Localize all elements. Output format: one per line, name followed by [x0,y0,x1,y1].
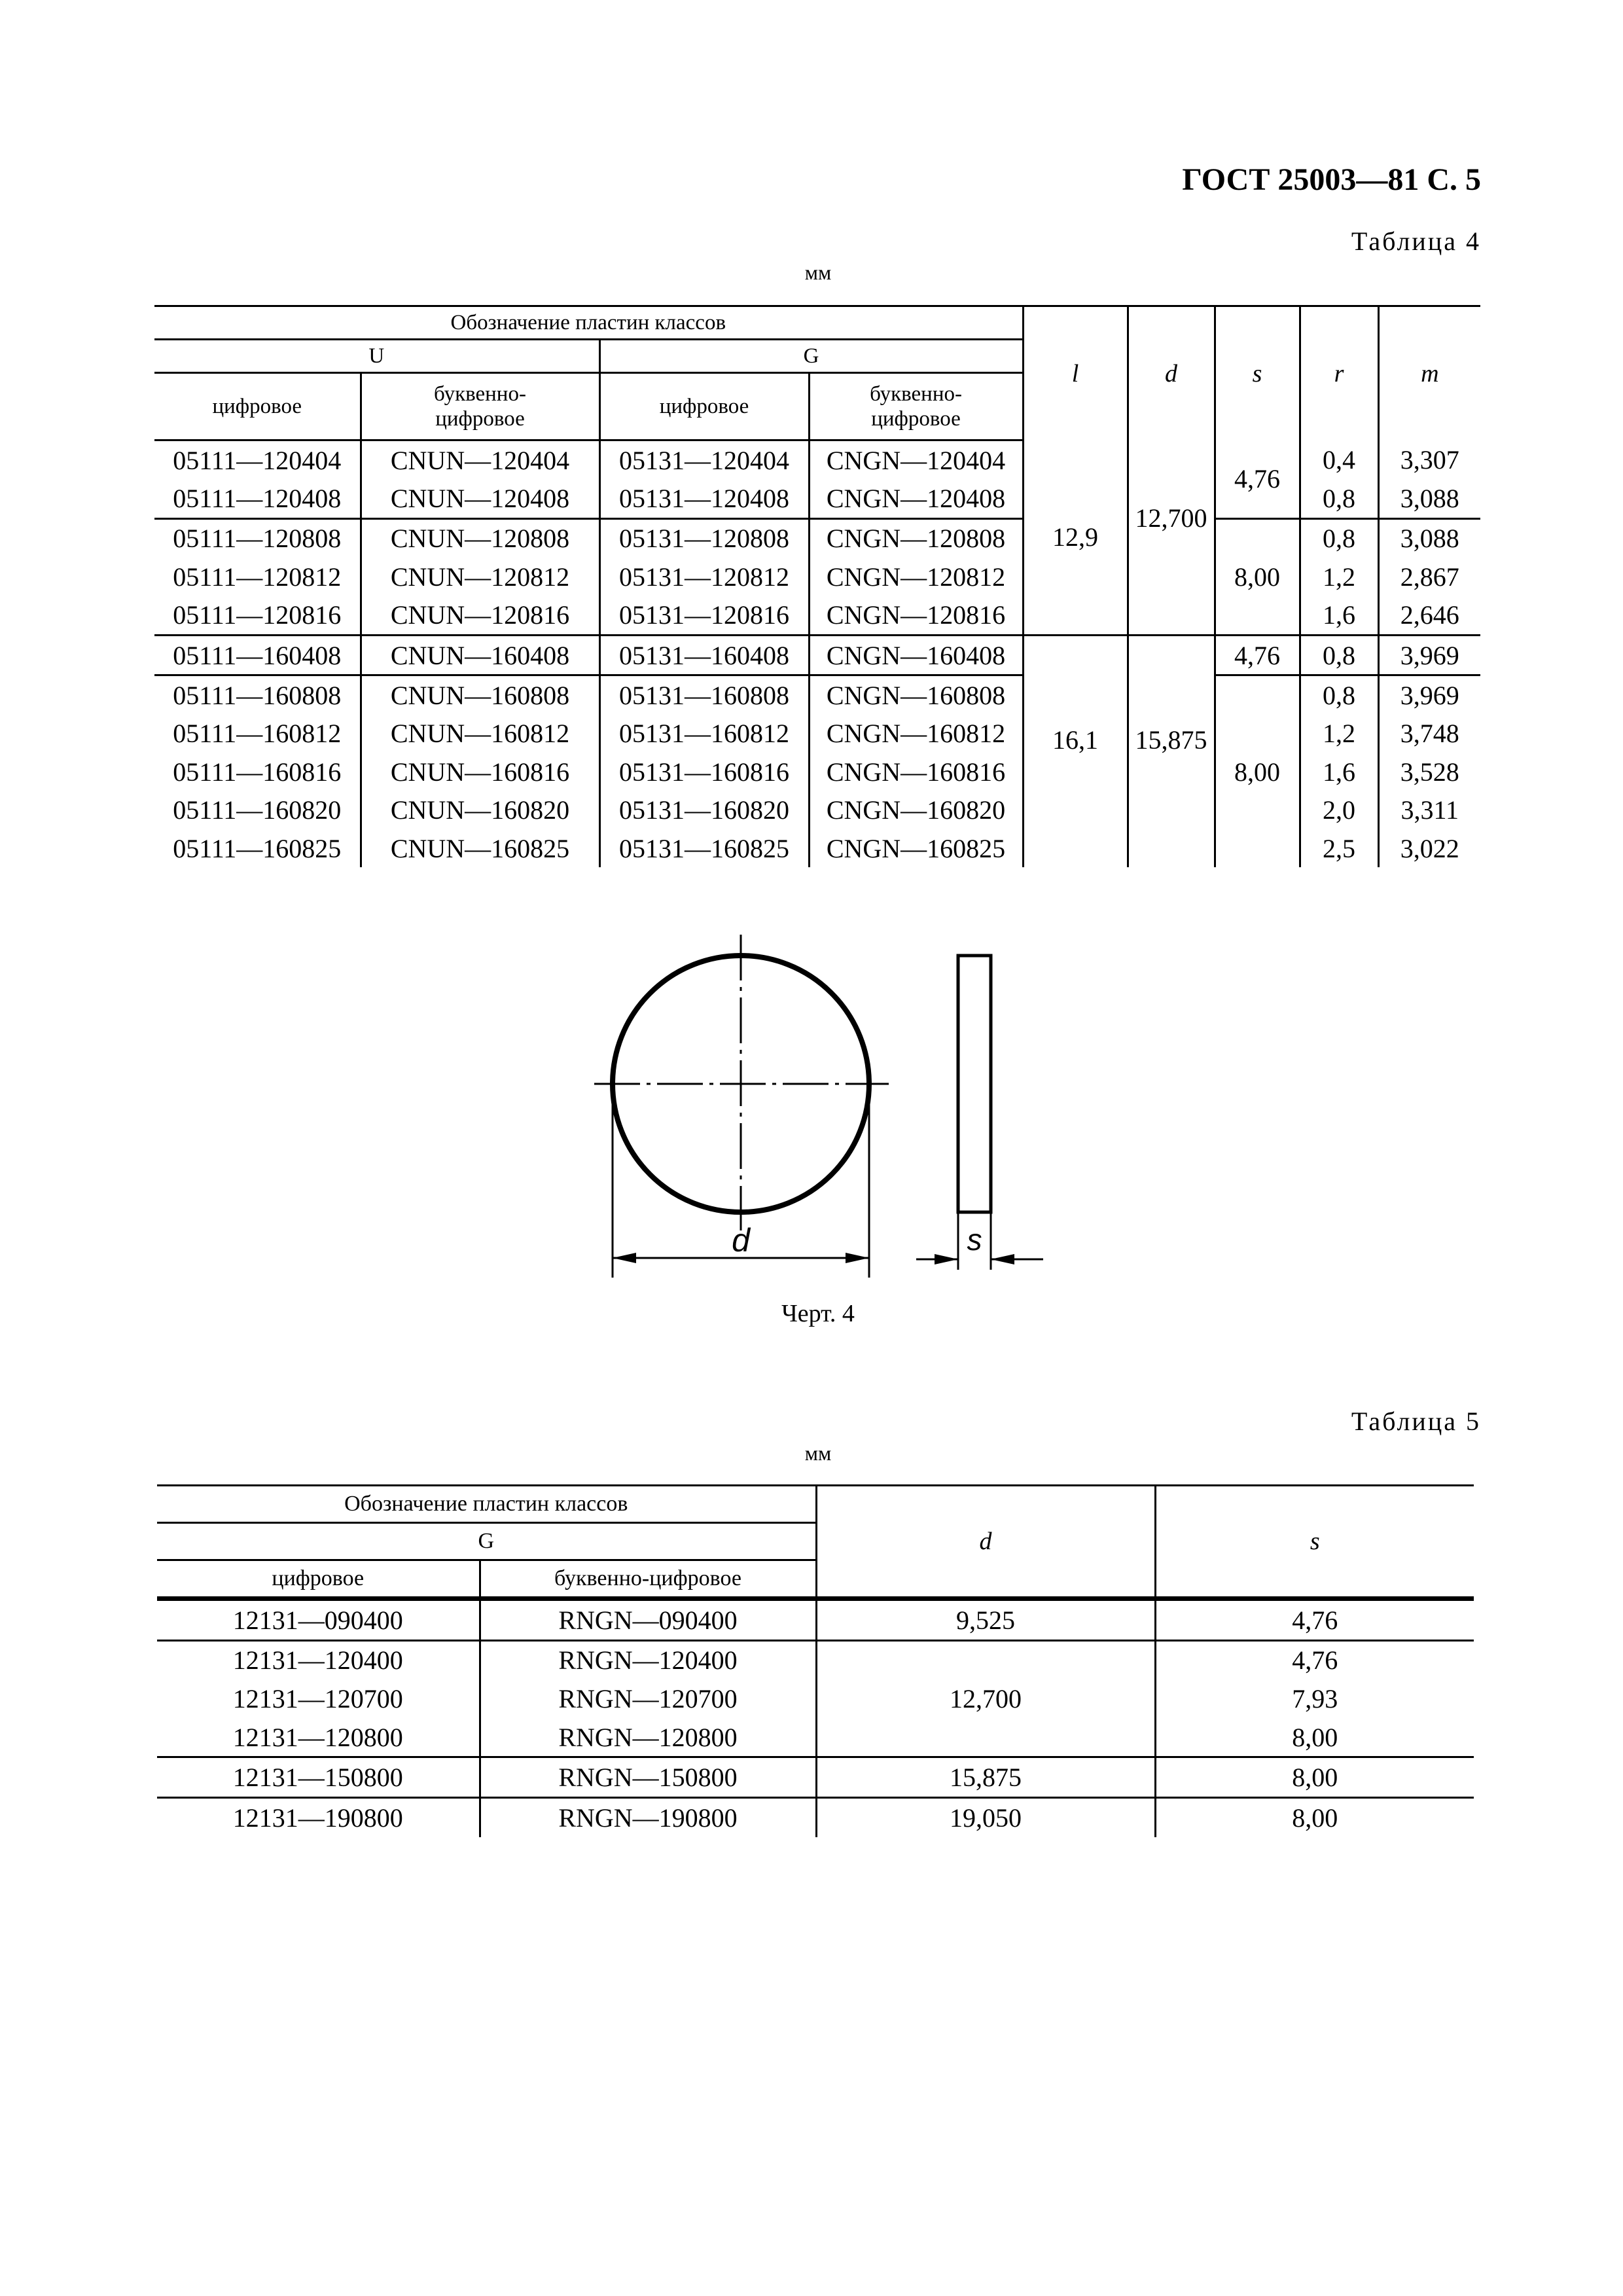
table-row [157,1797,1474,1837]
g-alpha-cell: CNGN—120812 [809,558,1023,596]
alpha-cell: RNGN—120400 [480,1640,816,1679]
g-alpha-cell: CNGN—120408 [809,479,1023,518]
r-cell: 2,5 [1300,829,1378,867]
g-digital-cell: 05131—160825 [599,829,809,867]
digital-cell: 12131—120700 [232,1683,403,1713]
u-digital-cell: 05111—120404 [173,445,342,475]
u-alpha-cell: CNUN—160808 [361,675,599,715]
d-cell: 15,875 [1128,635,1215,867]
s-cell: 4,76 [1155,1640,1474,1679]
r-cell: 2,0 [1300,791,1378,829]
table4-class-g: G [599,340,1023,373]
s-cell: 4,76 [1215,440,1300,519]
table-row [157,1718,1474,1757]
alpha-cell: RNGN—150800 [480,1757,816,1798]
round-insert-drawing [576,923,1060,1289]
u-digital-cell: 05111—160808 [154,675,361,715]
s-cell: 8,00 [1215,675,1300,867]
insert-side-view [958,956,991,1212]
r-cell: 1,6 [1300,753,1378,791]
r-cell: 0,8 [1300,635,1378,675]
g-digital-cell: 05131—160820 [599,791,809,829]
alpha-cell: RNGN—190800 [480,1797,816,1837]
table4-col-s: s [1215,306,1300,440]
u-alpha-cell: CNUN—120812 [361,558,599,596]
u-digital-cell: 05111—160820 [173,795,342,825]
u-alpha-cell: CNUN—160825 [361,829,599,867]
u-digital-cell: 05111—120408 [173,484,342,514]
s-cell: 8,00 [1215,518,1300,635]
s-arrow-left [935,1254,958,1265]
d-arrow-right [846,1253,869,1263]
u-alpha-cell: CNUN—120408 [361,479,599,518]
g-alpha-cell: CNGN—160812 [809,715,1023,753]
g-digital-cell: 05131—160816 [599,753,809,791]
u-digital-cell: 05111—120808 [154,518,361,558]
table-row [154,440,1480,480]
l-cell: 16,1 [1023,635,1128,867]
m-cell: 3,022 [1378,829,1480,867]
g-digital-cell: 05131—160808 [599,675,809,715]
table5-class-g: G [157,1523,816,1560]
label-s: s [967,1223,982,1257]
table4-class-u: U [154,340,599,373]
m-cell: 3,748 [1378,715,1480,753]
r-cell: 1,2 [1300,558,1378,596]
m-cell: 3,528 [1378,753,1480,791]
g-alpha-cell: CNGN—120816 [809,596,1023,636]
u-alpha-cell: CNUN—120404 [361,440,599,480]
m-cell: 3,311 [1378,791,1480,829]
table5-alpha: буквенно-цифровое [480,1560,816,1599]
table4 [154,305,1480,867]
table4-header-row [154,306,1480,340]
table-row [157,1599,1474,1641]
table4-u-digital: цифровое [154,373,361,440]
u-alpha-cell: CNUN—120808 [361,518,599,558]
table5-unit: мм [804,1441,832,1465]
g-digital-cell: 05131—120816 [599,596,809,636]
g-digital-cell: 05131—160408 [599,635,809,675]
g-alpha-cell: CNGN—160816 [809,753,1023,791]
d-arrow-left [613,1253,636,1263]
u-alpha-cell: CNUN—160816 [361,753,599,791]
g-alpha-cell: CNGN—160820 [809,791,1023,829]
table-row [157,1640,1474,1679]
s-cell: 8,00 [1155,1718,1474,1757]
digital-cell: 12131—120400 [157,1640,480,1679]
table-row [157,1679,1474,1718]
m-cell: 3,088 [1378,479,1480,518]
u-digital-cell: 05111—120812 [173,562,342,592]
m-cell: 3,969 [1378,635,1480,675]
u-alpha-cell: CNUN—160812 [361,715,599,753]
r-cell: 0,8 [1300,675,1378,715]
g-alpha-cell: CNGN—160825 [809,829,1023,867]
u-digital-cell: 05111—160825 [173,833,342,863]
u-digital-cell: 05111—120816 [173,600,342,630]
s-cell: 8,00 [1155,1797,1474,1837]
m-cell: 3,088 [1378,518,1480,558]
page-header: ГОСТ 25003—81 С. 5 [1182,162,1481,197]
g-alpha-cell: CNGN—160808 [809,675,1023,715]
u-digital-cell: 05111—160816 [173,757,342,787]
r-cell: 0,4 [1300,440,1378,480]
u-alpha-cell: CNUN—120816 [361,596,599,636]
m-cell: 3,307 [1378,440,1480,480]
u-alpha-cell: CNUN—160820 [361,791,599,829]
alpha-cell: RNGN—090400 [480,1599,816,1641]
s-cell: 8,00 [1155,1757,1474,1798]
digital-cell: 12131—150800 [157,1757,480,1798]
table4-col-d: d [1128,306,1215,440]
table5-col-s: s [1155,1486,1474,1599]
g-digital-cell: 05131—160812 [599,715,809,753]
table4-col-m: m [1378,306,1480,440]
digital-cell: 12131—120800 [232,1722,403,1752]
table4-u-alpha: буквенно- цифровое [361,373,599,440]
d-cell: 15,875 [816,1757,1155,1798]
table4-col-r: r [1300,306,1378,440]
table-row [154,518,1480,558]
digital-cell: 12131—190800 [157,1797,480,1837]
r-cell: 0,8 [1300,518,1378,558]
table4-label: Таблица 4 [1351,226,1481,256]
table-row [157,1757,1474,1798]
table-row [154,635,1480,675]
g-alpha-cell: CNGN—120808 [809,518,1023,558]
g-alpha-cell: CNGN—160408 [809,635,1023,675]
g-digital-cell: 05131—120404 [599,440,809,480]
s-cell: 4,76 [1215,635,1300,675]
u-digital-cell: 05111—160408 [154,635,361,675]
alpha-cell: RNGN—120800 [480,1718,816,1757]
s-cell: 7,93 [1155,1679,1474,1718]
table-row [154,675,1480,715]
figure-caption: Черт. 4 [781,1300,855,1327]
table4-unit: мм [804,260,832,284]
d-cell: 9,525 [816,1599,1155,1641]
table5-group-header: Обозначение пластин классов [157,1486,816,1523]
d-cell: 19,050 [816,1797,1155,1837]
table5-label: Таблица 5 [1351,1407,1481,1436]
g-alpha-cell: CNGN—120404 [809,440,1023,480]
label-d: d [732,1222,750,1259]
m-cell: 2,867 [1378,558,1480,596]
m-cell: 2,646 [1378,596,1480,636]
g-digital-cell: 05131—120408 [599,479,809,518]
s-cell: 4,76 [1155,1599,1474,1641]
g-digital-cell: 05131—120812 [599,558,809,596]
table4-group-header: Обозначение пластин классов [154,306,1023,340]
r-cell: 1,2 [1300,715,1378,753]
d-cell: 12,700 [1128,440,1215,636]
s-arrow-right [991,1254,1014,1265]
table5-digital: цифровое [157,1560,480,1599]
d-cell: 12,700 [816,1640,1155,1757]
table5-col-d: d [816,1486,1155,1599]
r-cell: 1,6 [1300,596,1378,636]
l-cell: 12,9 [1023,440,1128,636]
u-alpha-cell: CNUN—160408 [361,635,599,675]
digital-cell: 12131—090400 [157,1599,480,1641]
table5 [157,1484,1474,1837]
alpha-cell: RNGN—120700 [480,1679,816,1718]
g-digital-cell: 05131—120808 [599,518,809,558]
table5-header-row [157,1486,1474,1523]
table4-g-alpha: буквенно- цифровое [809,373,1023,440]
table4-col-l: l [1023,306,1128,440]
table4-g-digital: цифровое [599,373,809,440]
u-digital-cell: 05111—160812 [173,719,342,749]
m-cell: 3,969 [1378,675,1480,715]
r-cell: 0,8 [1300,479,1378,518]
